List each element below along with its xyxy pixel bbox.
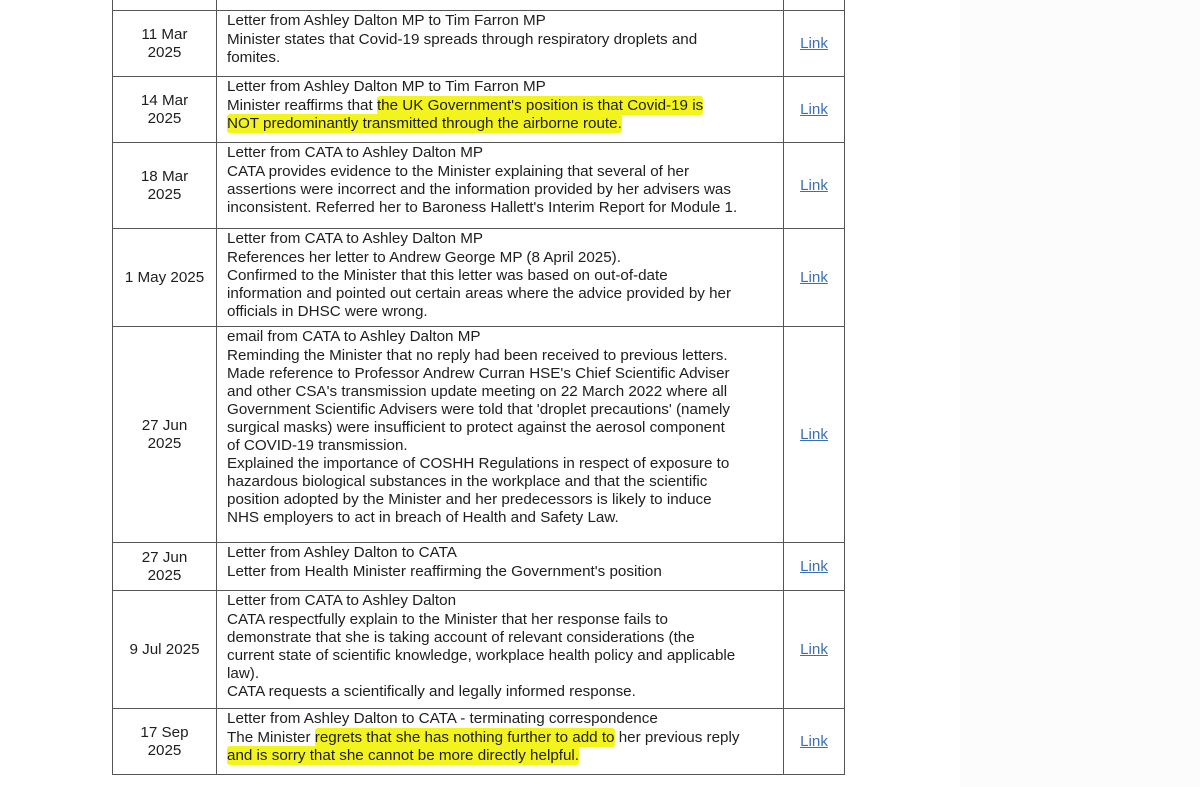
description-cell bbox=[217, 77, 784, 143]
entry-text-line: Letter from Health Minister reaffirming the Government's position bbox=[227, 563, 662, 580]
link-cell bbox=[784, 327, 845, 543]
entry-title: Letter from CATA to Ashley Dalton MP bbox=[227, 144, 484, 161]
entry-title: email from CATA to Ashley Dalton MP bbox=[227, 328, 481, 345]
highlighted-text: regrets that she has nothing further to add to bbox=[314, 729, 615, 746]
document-link[interactable]: Link bbox=[800, 732, 828, 750]
entry-text-line: fomites. bbox=[227, 49, 281, 66]
page-margin bbox=[960, 0, 1200, 787]
date-cell bbox=[113, 11, 217, 77]
table-row bbox=[113, 11, 845, 77]
document-link[interactable]: Link bbox=[800, 640, 828, 658]
table-row bbox=[113, 327, 845, 543]
entry-text-line: Minister states that Covid-19 spreads through respiratory droplets and bbox=[227, 31, 698, 48]
date-cell bbox=[113, 327, 217, 543]
table-row-partial bbox=[113, 0, 845, 11]
document-link[interactable]: Link bbox=[800, 425, 828, 443]
entry-text-line: law). bbox=[227, 665, 260, 682]
date-text: 1 May 2025 bbox=[124, 268, 205, 286]
date-text: 14 Mar 2025 bbox=[140, 91, 189, 127]
highlighted-text: NOT predominantly transmitted through the airborne route. bbox=[227, 115, 622, 132]
date-cell bbox=[113, 591, 217, 709]
entry-text-line: of COVID-19 transmission. bbox=[227, 437, 408, 454]
description-cell bbox=[217, 709, 784, 775]
link-cell bbox=[784, 709, 845, 775]
entry-text-line: surgical masks) were insufficient to protect against the aerosol component bbox=[227, 419, 725, 436]
table-row bbox=[113, 229, 845, 327]
entry-text-line bbox=[227, 747, 783, 765]
link-cell bbox=[784, 0, 845, 11]
date-cell bbox=[113, 0, 217, 11]
date-cell bbox=[113, 77, 217, 143]
partial-row-text bbox=[227, 0, 783, 2]
entry-title: Letter from Ashley Dalton MP to Tim Farron MP bbox=[227, 12, 546, 29]
entry-text-line: Made reference to Professor Andrew Curran HSE's Chief Scientific Adviser bbox=[227, 365, 730, 382]
entry-text-line: Explained the importance of COSHH Regulations in respect of exposure to bbox=[227, 455, 730, 472]
description-cell bbox=[217, 591, 784, 709]
link-cell bbox=[784, 229, 845, 327]
description-cell bbox=[217, 0, 784, 11]
description-cell bbox=[217, 229, 784, 327]
entry-text-line: CATA provides evidence to the Minister explaining that several of her bbox=[227, 163, 690, 180]
description-cell bbox=[217, 543, 784, 591]
entry-title: Letter from Ashley Dalton MP to Tim Farron MP bbox=[227, 78, 546, 95]
text-segment: The Minister bbox=[227, 729, 315, 746]
date-text: 27 Jun 2025 bbox=[141, 416, 188, 452]
text-segment: Minister reaffirms that bbox=[227, 97, 377, 114]
entry-title: Letter from Ashley Dalton to CATA bbox=[227, 544, 457, 561]
description-cell bbox=[217, 143, 784, 229]
date-text: 11 Mar 2025 bbox=[141, 25, 188, 61]
entry-text-line bbox=[227, 97, 783, 115]
entry-text-line: demonstrate that she is taking account of relevant considerations (the bbox=[227, 629, 695, 646]
document-link[interactable]: Link bbox=[800, 268, 828, 286]
link-cell bbox=[784, 591, 845, 709]
entry-text-line bbox=[227, 729, 783, 747]
link-cell bbox=[784, 543, 845, 591]
entry-text-line: Government Scientific Advisers were told that 'droplet precautions' (namely bbox=[227, 401, 731, 418]
link-cell bbox=[784, 77, 845, 143]
text-segment: her previous reply bbox=[614, 729, 740, 746]
description-cell bbox=[217, 11, 784, 77]
table-row bbox=[113, 591, 845, 709]
date-text: 17 Sep 2025 bbox=[140, 723, 189, 759]
entry-title: Letter from CATA to Ashley Dalton bbox=[227, 592, 457, 609]
entry-text-line: Confirmed to the Minister that this letter was based on out-of-date bbox=[227, 267, 668, 284]
entry-text-line: current state of scientific knowledge, workplace health policy and applicable bbox=[227, 647, 736, 664]
date-cell bbox=[113, 709, 217, 775]
entry-text-line: officials in DHSC were wrong. bbox=[227, 303, 428, 320]
entry-text-line: References her letter to Andrew George MP (8 April 2025). bbox=[227, 249, 621, 266]
entry-text-line: and other CSA's transmission update meeting on 22 March 2022 where all bbox=[227, 383, 728, 400]
entry-text-line: inconsistent. Referred her to Baroness Hallett's Interim Report for Module 1. bbox=[227, 199, 738, 216]
date-cell bbox=[113, 543, 217, 591]
entry-text-line: assertions were incorrect and the information provided by her advisers was bbox=[227, 181, 731, 198]
date-cell bbox=[113, 143, 217, 229]
link-cell bbox=[784, 143, 845, 229]
table-row bbox=[113, 143, 845, 229]
entry-title: Letter from Ashley Dalton to CATA - terminating correspondence bbox=[227, 710, 658, 727]
description-cell bbox=[217, 327, 784, 543]
link-cell bbox=[784, 11, 845, 77]
date-text: 18 Mar 2025 bbox=[140, 167, 189, 203]
table-row bbox=[113, 709, 845, 775]
date-text: 9 Jul 2025 bbox=[129, 640, 200, 658]
entry-text-line: Reminding the Minister that no reply had been received to previous letters. bbox=[227, 347, 728, 364]
document-link[interactable]: Link bbox=[800, 176, 828, 194]
entry-text-line: information and pointed out certain areas where the advice provided by her bbox=[227, 285, 732, 302]
entry-title: Letter from CATA to Ashley Dalton MP bbox=[227, 230, 484, 247]
document-link[interactable]: Link bbox=[800, 34, 828, 52]
date-cell bbox=[113, 229, 217, 327]
entry-text-line: position adopted by the Minister and her predecessors is likely to induce bbox=[227, 491, 712, 508]
document-link[interactable]: Link bbox=[800, 100, 828, 118]
entry-text-line: CATA requests a scientifically and legally informed response. bbox=[227, 683, 636, 700]
table-row bbox=[113, 77, 845, 143]
entry-text-line: CATA respectfully explain to the Minister that her response fails to bbox=[227, 611, 668, 628]
document-link[interactable]: Link bbox=[800, 557, 828, 575]
highlighted-text: and is sorry that she cannot be more directly helpful. bbox=[227, 747, 580, 764]
entry-text-line: NHS employers to act in breach of Health and Safety Law. bbox=[227, 509, 619, 526]
correspondence-table bbox=[112, 0, 845, 775]
highlighted-text: the UK Government's position is that Covid-19 is bbox=[376, 97, 704, 114]
table-row bbox=[113, 543, 845, 591]
entry-text-line: hazardous biological substances in the workplace and that the scientific bbox=[227, 473, 708, 490]
entry-text-line bbox=[227, 115, 783, 133]
date-text: 27 Jun 2025 bbox=[141, 548, 188, 584]
